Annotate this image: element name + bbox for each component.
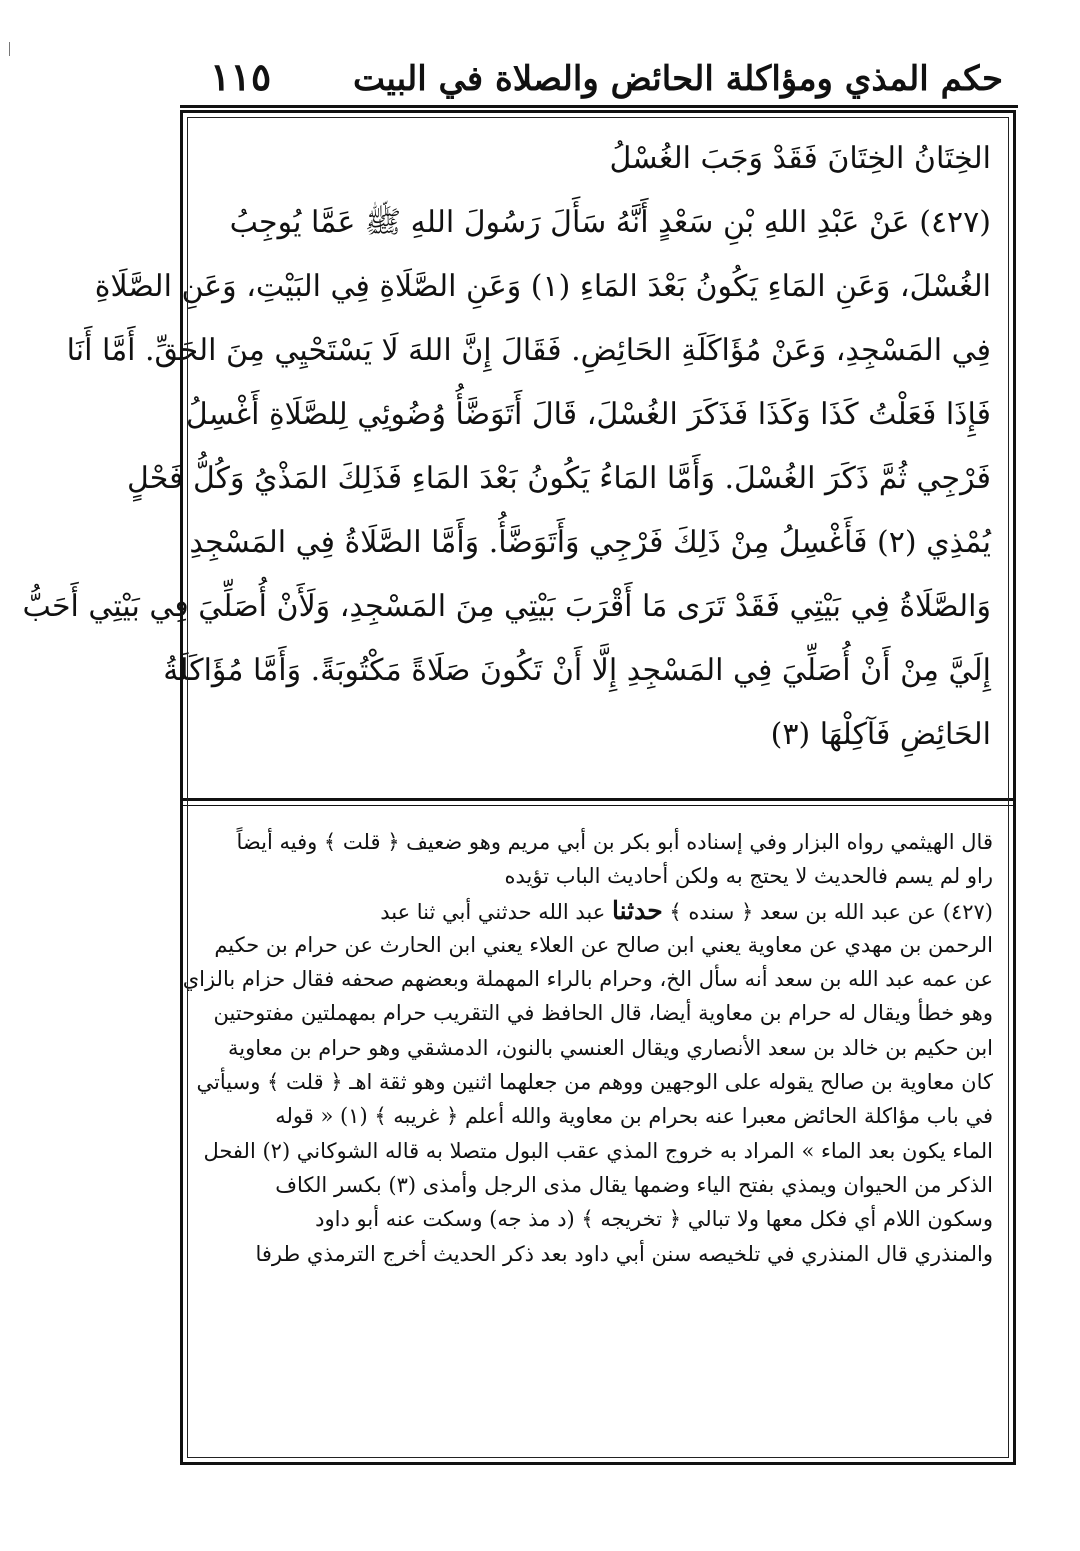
commentary [182, 825, 993, 1271]
section-divider-thin [183, 805, 1013, 806]
page-frame [22, 110, 1016, 1465]
page-number: ١١٥ [210, 54, 272, 99]
commentary-line: عن عمه عبد الله بن سعد أنه سأل الخ، وحرام بالراء المهملة وبعضهم صحفه فقال حزام بالزاي [182, 967, 993, 992]
hadith-line: يُمْذِي (٢) فَأَغْسِلُ مِنْ ذَلِكَ فَرْجِي وَأَتَوَضَّأُ. وَأَمَّا الصَّلَاةُ فِي المَسْجِدِ [189, 525, 991, 560]
commentary-line: في باب مؤاكلة الحائض معبرا عنه بحرام بن معاوية والله أعلم ﴿ غريبه ﴾ (١) « قوله [275, 1104, 993, 1129]
commentary-line: والمنذري قال المنذري في تلخيصه سنن أبي داود بعد ذكر الحديث أخرج الترمذي طرفا [255, 1241, 993, 1266]
commentary-text: (٤٢٧) عن عبد الله بن سعد ﴿ سنده ﴾ [669, 899, 993, 924]
commentary-line: كان معاوية بن صالح يقوله على الوجهين ووهم من جعلهما اثنين وهو ثقة اهـ ﴿ قلت ﴾ وسيأتي [196, 1070, 993, 1095]
hadith-line: وَالصَّلَاةُ فِي بَيْتِي فَقَدْ تَرَى مَا أَقْرَبَ بَيْتِي مِنَ المَسْجِدِ، وَلَأَنْ أُصَلِّيَ فِي بَيْتِي أَحَبُّ [22, 589, 991, 624]
hadith-line: فِي المَسْجِدِ، وَعَنْ مُؤَاكَلَةِ الحَائِضِ. فَقَالَ إِنَّ اللهَ لَا يَسْتَحْيِي مِنَ الحَقِّ. أَمَّا أَنَا [66, 333, 991, 368]
commentary-line: الماء يكون بعد الماء » المراد به خروج المذي عقب البول متصلا به قاله الشوكاني (٢) الفحل [203, 1138, 993, 1163]
hadith-line: (٤٢٧) عَنْ عَبْدِ اللهِ بْنِ سَعْدٍ أَنَّهُ سَأَلَ رَسُولَ اللهِ ﷺ عَمَّا يُوجِبُ [229, 205, 991, 240]
margin-mark [9, 42, 10, 56]
commentary-line: راو لم يسم فالحديث لا يحتج به ولكن أحاديث الباب تؤيده [504, 864, 993, 889]
hadith-line: الغُسْلَ، وَعَنِ المَاءِ يَكُونُ بَعْدَ المَاءِ (١) وَعَنِ الصَّلَاةِ فِي البَيْتِ، وَعَنِ الصَّلَاةِ [94, 269, 991, 304]
page-header [185, 48, 1015, 106]
commentary-line: الرحمن بن مهدي عن معاوية يعني ابن صالح عن العلاء يعني ابن الحارث عن حرام بن حكيم [214, 932, 993, 957]
hadith-line: فَرْجِي ثُمَّ ذَكَرَ الغُسْلَ. وَأَمَّا المَاءُ يَكُونُ بَعْدَ المَاءِ فَذَلِكَ المَذْيُ وَكُلُّ فَحْلٍ [126, 461, 991, 496]
commentary-line: قال الهيثمي رواه البزار وفي إسناده أبو بكر بن أبي مريم وهو ضعيف ﴿ قلت ﴾ وفيه أيضاً [236, 830, 993, 854]
commentary-line: وسكون اللام أي فكل معها ولا تبالي ﴿ تخريجه ﴾ (د مذ جه) وسكت عنه أبو داود [315, 1207, 993, 1232]
commentary-line [201, 894, 993, 928]
commentary-text: عبد الله حدثني أبي ثنا عبد [380, 899, 606, 924]
hadith-line: الحَائِضِ فَآكِلْهَا (٣) [770, 717, 991, 752]
running-title: حكم المذي ومؤاكلة الحائض والصلاة في البيت [352, 59, 1003, 99]
commentary-line: وهو خطأ ويقال له حرام بن معاوية أيضا، قال الحافظ في التقريب حرام بمهملتين مفتوحتين [213, 1001, 993, 1026]
section-divider [183, 798, 1013, 801]
commentary-bold-word: حدثنا [611, 895, 663, 925]
hadith-line: فَإِذَا فَعَلْتُ كَذَا وَكَذَا فَذَكَرَ الغُسْلَ، قَالَ أَتَوَضَّأُ وُضُوئِي لِلصَّلَاةِ أَغْسِلُ [185, 397, 991, 432]
commentary-line: ابن حكيم بن خالد بن سعد الأنصاري ويقال العنسي بالنون، الدمشقي وهو حرام بن معاوية [228, 1035, 993, 1060]
hadith-line: إِلَيَّ مِنْ أَنْ أُصَلِّيَ فِي المَسْجِدِ إِلَّا أَنْ تَكُونَ صَلَاةً مَكْتُوبَةً. وَأَمَّا مُؤَاكَلَةُ [163, 653, 991, 688]
commentary-line: الذكر من الحيوان ويمذي بفتح الياء وضمها يقال مذى الرجل وأمذى (٣) بكسر الكاف [275, 1172, 993, 1197]
hadith-text [22, 127, 991, 767]
header-rule [180, 105, 1018, 108]
hadith-line: الخِتَانُ الخِتَانَ فَقَدْ وَجَبَ الغُسْلُ [609, 141, 991, 176]
